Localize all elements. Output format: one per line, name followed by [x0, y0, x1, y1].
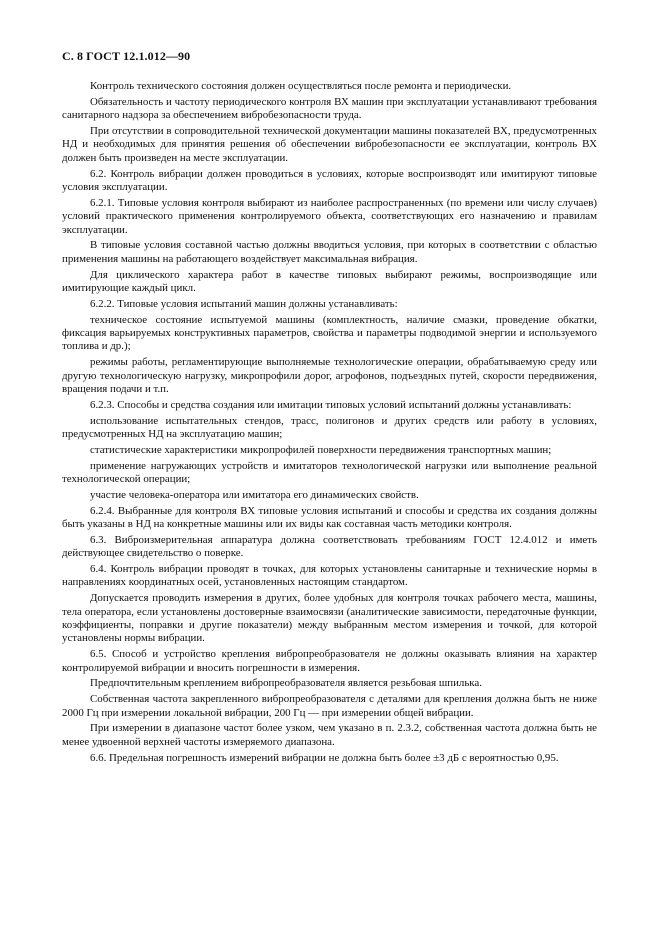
paragraph: Собственная частота закрепленного вибропреобразователя с деталями для крепления должна быть не ниже 2000 Гц при измерении локальной вибрации, 200 Гц — при измерении общей вибрации. [62, 693, 597, 719]
page-header: С. 8 ГОСТ 12.1.012—90 [62, 49, 191, 63]
paragraph: 6.4. Контроль вибрации проводят в точках, для которых установлены санитарные и технические нормы в направлениях координатных осей, установленных настоящим стандартом. [62, 563, 597, 589]
paragraph: техническое состояние испытуемой машины (комплектность, наличие смазки, проведение обкатки, фиксация варьируемых конструктивных параметров, свойства и параметры подводимой энергии и используемого топлива и др.); [62, 313, 597, 353]
paragraph: участие человека-оператора или имитатора его динамических свойств. [90, 488, 419, 501]
paragraph: 6.3. Виброизмерительная аппаратура должна соответствовать требованиям ГОСТ 12.4.012 и иметь действующее свидетельство о поверке. [62, 533, 597, 560]
paragraph: 6.6. Предельная погрешность измерений вибрации не должна быть более ±3 дБ с вероятностью 0,95. [90, 751, 559, 764]
paragraph: Предпочтительным креплением вибропреобразователя является резьбовая шпилька. [90, 677, 482, 690]
paragraph: 6.2.1. Типовые условия контроля выбирают из наиболее распространенных (по времени или числу случаев) условий практического применения контролируемого объекта, соответствующих его назначению и правилам эксплуатации. [62, 196, 597, 236]
paragraph: использование испытательных стендов, трасс, полигонов и других средств или работу в условиях, предусмотренных НД на эксплуатацию машин; [62, 414, 597, 441]
paragraph: применение нагружающих устройств и имитаторов технологической нагрузки или выполнение реальной технологической операции; [62, 459, 597, 486]
paragraph: Для циклического характера работ в качестве типовых выбирают режимы, воспроизводящие или имитирующие каждый цикл. [62, 268, 597, 295]
paragraph: Допускается проводить измерения в других, более удобных для контроля точках рабочего места, машины, тела оператора, если установлены достоверные взаимосвязи (аналитические зависимости, передаточные функции, коэффициенты, поправки и другие показатели) между выбранным местом измерения и точкой, для которой установлены нормы вибрации. [62, 592, 597, 645]
document-body [62, 80, 597, 765]
paragraph: 6.2. Контроль вибрации должен проводиться в условиях, которые воспроизводят или имитируют типовые условия эксплуатации. [62, 167, 597, 194]
paragraph: Контроль технического состояния должен осуществляться после ремонта и периодически. [90, 80, 512, 92]
paragraph: 6.2.4. Выбранные для контроля ВХ типовые условия испытаний и способы и средства их создания должны быть указаны в НД на конкретные машины или их виды как составная часть методики контроля. [62, 504, 597, 531]
paragraph: Обязательность и частоту периодического контроля ВХ машин при эксплуатации устанавливают требования санитарного надзора за обеспечением вибробезопасности труда. [62, 95, 597, 122]
paragraph: При измерении в диапазоне частот более узком, чем указано в п. 2.3.2, собственная частота должна быть не менее удвоенной верхней частоты измеряемого диапазона. [62, 722, 597, 748]
paragraph: 6.2.3. Способы и средства создания или имитации типовых условий испытаний должны устанавливать: [90, 398, 572, 411]
paragraph: При отсутствии в сопроводительной технической документации машины показателей ВХ, предусмотренных НД и необходимых для принятия решения об обеспечении вибробезопасности ее эксплуатации, контроль ВХ должен быть произведен на месте эксплуатации. [62, 125, 597, 164]
paragraph: статистические характеристики микропрофилей поверхности передвижения транспортных машин; [90, 443, 552, 456]
paragraph: режимы работы, регламентирующие выполняемые технологические операции, обрабатываемую среду или другую технологическую нагрузку, микропрофили дорог, агрофонов, подъездных путей, скорости передвижения, вращения подачи и т.п. [62, 356, 597, 396]
paragraph: 6.2.2. Типовые условия испытаний машин должны устанавливать: [90, 297, 398, 310]
paragraph: 6.5. Способ и устройство крепления вибропреобразователя не должны оказывать влияния на характер контролируемой вибрации и вносить погрешности в измерения. [62, 648, 597, 674]
paragraph: В типовые условия составной частью должны вводиться условия, при которых в соответствии с областью применения машины на работающего воздействует максимальная вибрация. [62, 239, 597, 265]
